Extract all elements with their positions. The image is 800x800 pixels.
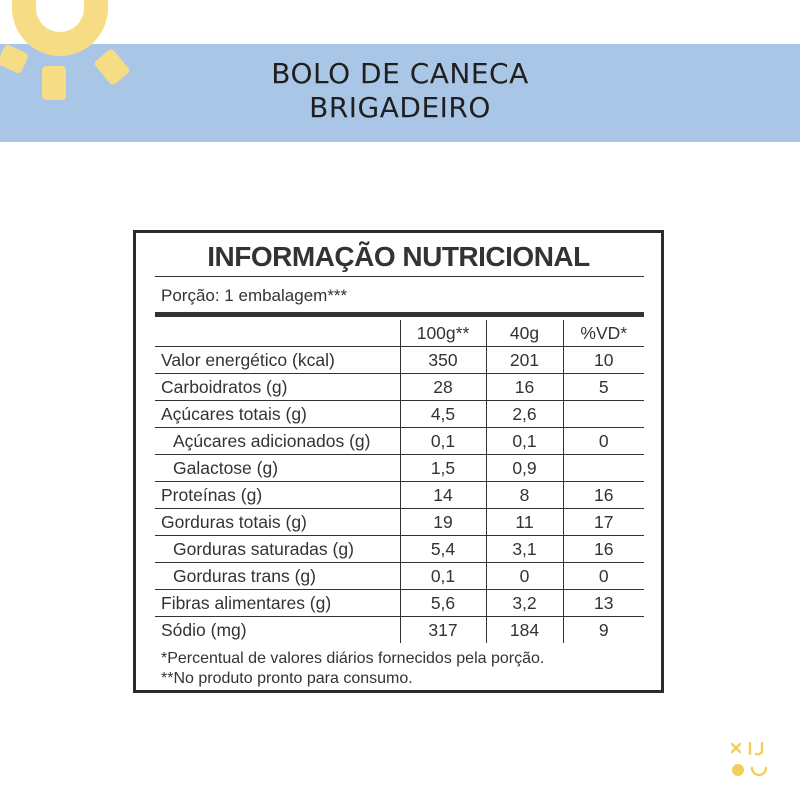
nutrient-name: Proteínas (g)	[155, 482, 400, 509]
value-40g: 0,9	[486, 455, 563, 482]
nutrient-name: Gorduras saturadas (g)	[155, 536, 400, 563]
column-header-40g: 40g	[486, 320, 563, 347]
column-header-vd: %VD*	[563, 320, 644, 347]
table-row	[155, 347, 644, 374]
nutrient-name: Valor energético (kcal)	[155, 347, 400, 374]
nutrient-name: Galactose (g)	[155, 455, 400, 482]
value-vd: 16	[563, 482, 644, 509]
value-100g: 14	[400, 482, 486, 509]
table-row	[155, 455, 644, 482]
table-row	[155, 536, 644, 563]
divider-thick	[155, 312, 644, 317]
header-empty-cell	[155, 320, 400, 347]
value-100g: 19	[400, 509, 486, 536]
divider	[155, 276, 644, 277]
table-row	[155, 374, 644, 401]
value-40g: 0,1	[486, 428, 563, 455]
nutrient-name: Gorduras trans (g)	[155, 563, 400, 590]
nutrient-name: Carboidratos (g)	[155, 374, 400, 401]
page-title	[0, 57, 800, 125]
value-40g: 0	[486, 563, 563, 590]
value-100g: 1,5	[400, 455, 486, 482]
value-40g: 3,1	[486, 536, 563, 563]
value-vd: 9	[563, 617, 644, 644]
value-vd: 17	[563, 509, 644, 536]
table-row	[155, 428, 644, 455]
nutrient-name: Sódio (mg)	[161, 620, 247, 640]
value-100g: 5,6	[400, 590, 486, 617]
nutrition-table	[155, 320, 644, 643]
value-100g: 0,1	[400, 563, 486, 590]
nutrition-facts-panel	[133, 230, 664, 693]
value-40g: 2,6	[486, 401, 563, 428]
table-row	[155, 509, 644, 536]
value-vd: 0	[563, 428, 644, 455]
nutrition-title: INFORMAÇÃO NUTRICIONAL	[207, 241, 590, 272]
value-vd: 0	[563, 563, 644, 590]
table-row	[155, 590, 644, 617]
table-row	[155, 617, 644, 644]
value-40g: 16	[486, 374, 563, 401]
value-40g: 201	[486, 347, 563, 374]
value-40g: 11	[486, 509, 563, 536]
smiley-mark-icon	[726, 738, 776, 782]
title-line-2: BRIGADEIRO	[309, 91, 491, 124]
portion-text: Porção: 1 embalagem***	[161, 286, 348, 305]
value-100g: 28	[400, 374, 486, 401]
value-vd: 16	[563, 536, 644, 563]
table-row	[155, 401, 644, 428]
value-vd: 10	[563, 347, 644, 374]
value-100g: 0,1	[400, 428, 486, 455]
nutrient-name: Fibras alimentares (g)	[155, 590, 400, 617]
nutrient-name: Açúcares totais (g)	[155, 401, 400, 428]
column-header-100g: 100g**	[400, 320, 486, 347]
nutrient-name: Açúcares adicionados (g)	[155, 428, 400, 455]
value-40g: 184	[486, 617, 563, 644]
value-100g: 350	[400, 347, 486, 374]
table-row	[155, 482, 644, 509]
value-vd	[563, 401, 644, 428]
table-header-row	[155, 320, 644, 347]
nutrient-name: Gorduras totais (g)	[155, 509, 400, 536]
value-100g: 5,4	[400, 536, 486, 563]
footnotes	[161, 649, 544, 689]
footnote-2: **No produto pronto para consumo.	[161, 670, 413, 687]
value-100g: 317	[400, 617, 486, 644]
table-row	[155, 563, 644, 590]
value-vd: 5	[563, 374, 644, 401]
value-vd: 13	[563, 590, 644, 617]
footnote-1: *Percentual de valores diários fornecidos pela porção.	[161, 650, 545, 667]
value-100g: 4,5	[400, 401, 486, 428]
value-40g: 8	[486, 482, 563, 509]
title-line-1: BOLO DE CANECA	[271, 57, 529, 90]
value-vd	[563, 455, 644, 482]
value-40g: 3,2	[486, 590, 563, 617]
